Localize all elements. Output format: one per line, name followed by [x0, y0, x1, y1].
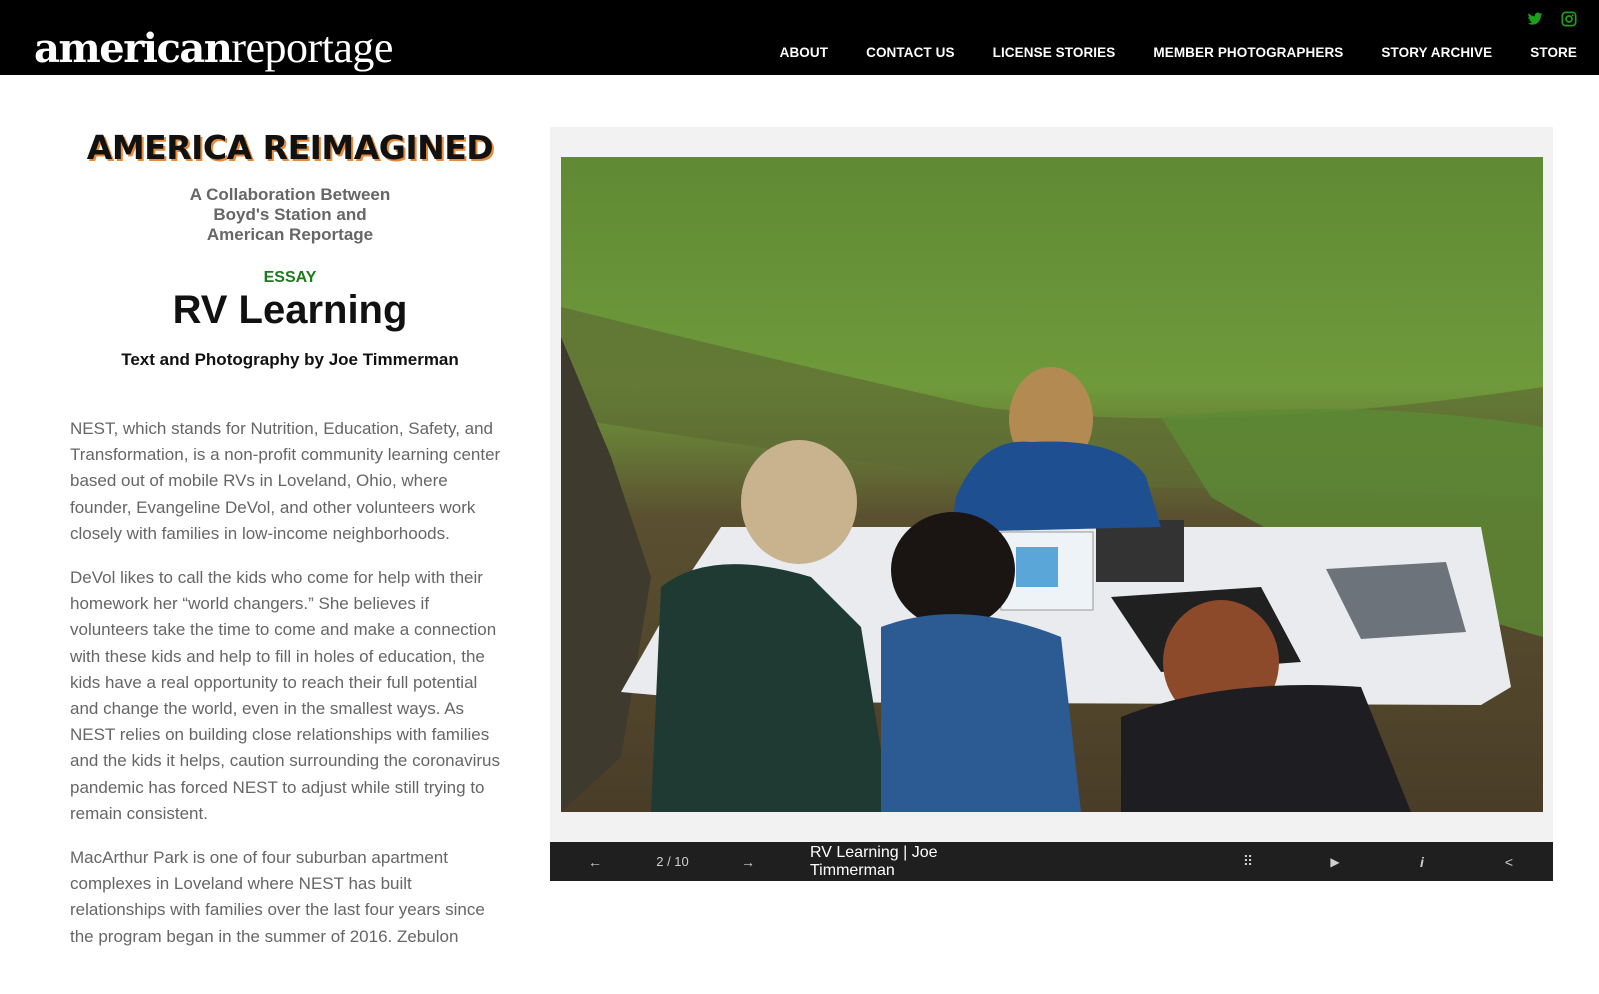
collab-line: A Collaboration Between: [189, 185, 391, 204]
project-title: AMERICA REIMAGINED: [86, 128, 494, 167]
gallery-controls: [550, 842, 1553, 881]
photo-gallery: [550, 127, 1553, 842]
share-icon[interactable]: <: [1504, 853, 1514, 870]
collab-line: Boyd's Station and: [213, 205, 367, 224]
nav-story-archive[interactable]: STORY ARCHIVE: [1381, 45, 1493, 60]
next-arrow-icon[interactable]: →: [741, 853, 755, 870]
photo-caption: RV Learning | Joe Timmerman: [810, 843, 938, 879]
nav-license-stories[interactable]: LICENSE STORIES: [992, 45, 1116, 60]
collaboration-credit: [70, 185, 510, 245]
nav-contact-us[interactable]: CONTACT US: [866, 45, 955, 60]
story-body: [70, 416, 510, 968]
collab-line: American Reportage: [206, 225, 374, 244]
logo-light: reportage: [231, 23, 393, 72]
nav-store[interactable]: STORE: [1530, 45, 1577, 60]
social-links: [1527, 11, 1577, 27]
instagram-icon[interactable]: [1561, 11, 1577, 27]
prev-arrow-icon[interactable]: ←: [588, 853, 602, 870]
essay-label: ESSAY: [263, 269, 317, 286]
logo-bold: american: [34, 25, 232, 72]
paragraph: MacArthur Park is one of four suburban apartment complexes in Loveland where NEST has built relationships with families over the last four years since the program began in the summer of 2016. Zebulon: [70, 848, 485, 946]
site-header: [0, 0, 1599, 75]
image-counter: 2 / 10: [656, 854, 689, 869]
play-icon[interactable]: ▶: [1330, 854, 1340, 869]
paragraph: DeVol likes to call the kids who come for help with their homework her “world changers.” She believes if volunteers take the time to come and make a connection with these kids and help to fill in holes of education, the kids have a real opportunity to reach their full potential and change the world, even in the smallest ways. As NEST relies on building close relationships with families and the kids it helps, caution surrounding the coronavirus pandemic has forced NEST to adjust while still trying to remain consistent.: [70, 568, 500, 823]
gallery-photo[interactable]: [561, 157, 1543, 812]
nav-member-photographers[interactable]: MEMBER PHOTOGRAPHERS: [1153, 45, 1344, 60]
paragraph: NEST, which stands for Nutrition, Education, Safety, and Transformation, is a non-profit community learning center based out of mobile RVs in Loveland, Ohio, where founder, Evangeline DeVol, and other volunteers work closely with families in low-income neighborhoods.: [70, 419, 501, 543]
info-icon[interactable]: i: [1420, 853, 1424, 870]
main-nav: [742, 45, 1577, 60]
site-logo[interactable]: [34, 22, 393, 72]
story-title: RV Learning: [172, 288, 408, 332]
twitter-icon[interactable]: [1527, 11, 1543, 27]
byline: Text and Photography by Joe Timmerman: [121, 350, 459, 369]
nav-about[interactable]: ABOUT: [779, 45, 829, 60]
grid-icon[interactable]: ⠿: [1242, 853, 1254, 869]
